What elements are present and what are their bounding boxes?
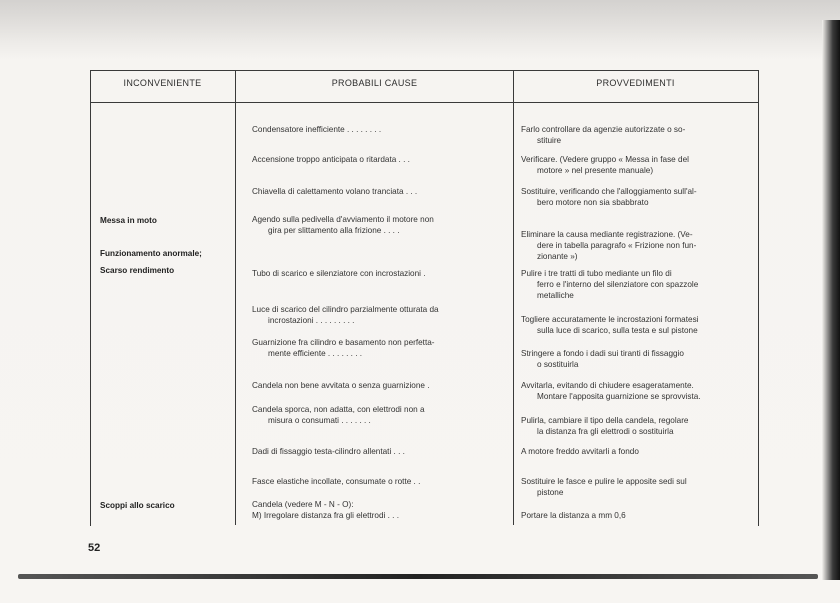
inconveniente-messa-in-moto: Messa in moto [100, 216, 157, 225]
rimedio-item-cont: bero motore non sia sbabbrato [537, 198, 649, 207]
cause-item-cont: misura o consumati . . . . . . . [268, 416, 371, 425]
cause-item: Luce di scarico del cilindro parzialmente otturata da [252, 305, 439, 314]
rimedio-item-cont: dere in tabella paragrafo « Frizione non fun- [537, 241, 697, 250]
rimedio-item: Sostituire, verificando che l'alloggiamento sull'al- [521, 187, 697, 196]
cause-item: Condensatore inefficiente . . . . . . . . [252, 125, 382, 134]
rimedio-item-cont: o sostituirla [537, 360, 579, 369]
scan-shadow [0, 0, 840, 60]
rimedio-item-cont: pistone [537, 488, 564, 497]
header-inconveniente: INCONVENIENTE [123, 78, 202, 88]
cause-item: Fasce elastiche incollate, consumate o rotte . . [252, 477, 421, 486]
inconveniente-scarso-rendimento: Scarso rendimento [100, 266, 175, 275]
header-cause: PROBABILI CAUSE [331, 78, 418, 88]
cause-item-cont: gira per slittamento alla frizione . . . . [268, 226, 400, 235]
rimedio-item: Pulirla, cambiare il tipo della candela, regolare [521, 416, 689, 425]
rimedio-item: A motore freddo avvitarli a fondo [521, 447, 639, 456]
cause-item: Candela sporca, non adatta, con elettrodi non a [252, 405, 425, 414]
cause-item: Chiavella di calettamento volano tranciata . . . [252, 187, 418, 196]
rimedio-item-cont: stituire [537, 136, 562, 145]
rimedio-item-cont: zionante ») [537, 252, 578, 261]
cause-item: Guarnizione fra cilindro e basamento non perfetta- [252, 338, 435, 347]
rimedio-item-cont: Montare l'apposita guarnizione se sprovvista. [537, 392, 701, 401]
rimedio-item: Avvitarla, evitando di chiudere esageratamente. [521, 381, 694, 390]
page-edge-right [822, 20, 840, 580]
cause-item: Dadi di fissaggio testa-cilindro allentati . . . [252, 447, 405, 456]
rimedio-item-cont: ferro e l'interno del silenziatore con spazzole [537, 280, 699, 289]
table-frame [90, 70, 759, 526]
header-divider [90, 102, 758, 103]
cause-item-cont: M) Irregolare distanza fra gli elettrodi . . . [252, 511, 399, 520]
cause-item: Candela non bene avvitata o senza guarnizione . [252, 381, 430, 390]
cause-item-cont: incrostazioni . . . . . . . . . [268, 316, 355, 325]
rimedio-item: Farlo controllare da agenzie autorizzate o so- [521, 125, 686, 134]
cause-item-cont: mente efficiente . . . . . . . . [268, 349, 363, 358]
column-divider-1 [235, 70, 236, 525]
cause-item: Tubo di scarico e silenziatore con incrostazioni . [252, 269, 426, 278]
cause-item: Candela (vedere M - N - O): [252, 500, 354, 509]
header-provvedimenti: PROVVEDIMENTI [596, 78, 675, 88]
rimedio-item: Sostituire le fasce e pulire le apposite sedi sul [521, 477, 687, 486]
cause-item: Agendo sulla pedivella d'avviamento il motore non [252, 215, 434, 224]
rimedio-item: Pulire i tre tratti di tubo mediante un filo di [521, 269, 672, 278]
cause-item: Accensione troppo anticipata o ritardata . . . [252, 155, 410, 164]
rimedio-item-cont: la distanza fra gli elettrodi o sostituirla [537, 427, 674, 436]
inconveniente-funzionamento: Funzionamento anormale; [100, 249, 202, 258]
rimedio-item: Verificare. (Vedere gruppo « Messa in fase del [521, 155, 689, 164]
page-edge-bottom [18, 574, 818, 579]
rimedio-item: Togliere accuratamente le incrostazioni formatesi [521, 315, 699, 324]
rimedio-item: Eliminare la causa mediante registrazione. (Ve- [521, 230, 693, 239]
rimedio-item: Portare la distanza a mm 0,6 [521, 511, 626, 520]
rimedio-item-cont: sulla luce di scarico, sulla testa e sul pistone [537, 326, 698, 335]
rimedio-item-cont: motore » nel presente manuale) [537, 166, 654, 175]
rimedio-item-cont: metalliche [537, 291, 574, 300]
inconveniente-scoppi: Scoppi allo scarico [100, 501, 175, 510]
page-number: 52 [88, 542, 101, 554]
rimedio-item: Stringere a fondo i dadi sui tiranti di fissaggio [521, 349, 684, 358]
column-divider-2 [513, 70, 514, 525]
